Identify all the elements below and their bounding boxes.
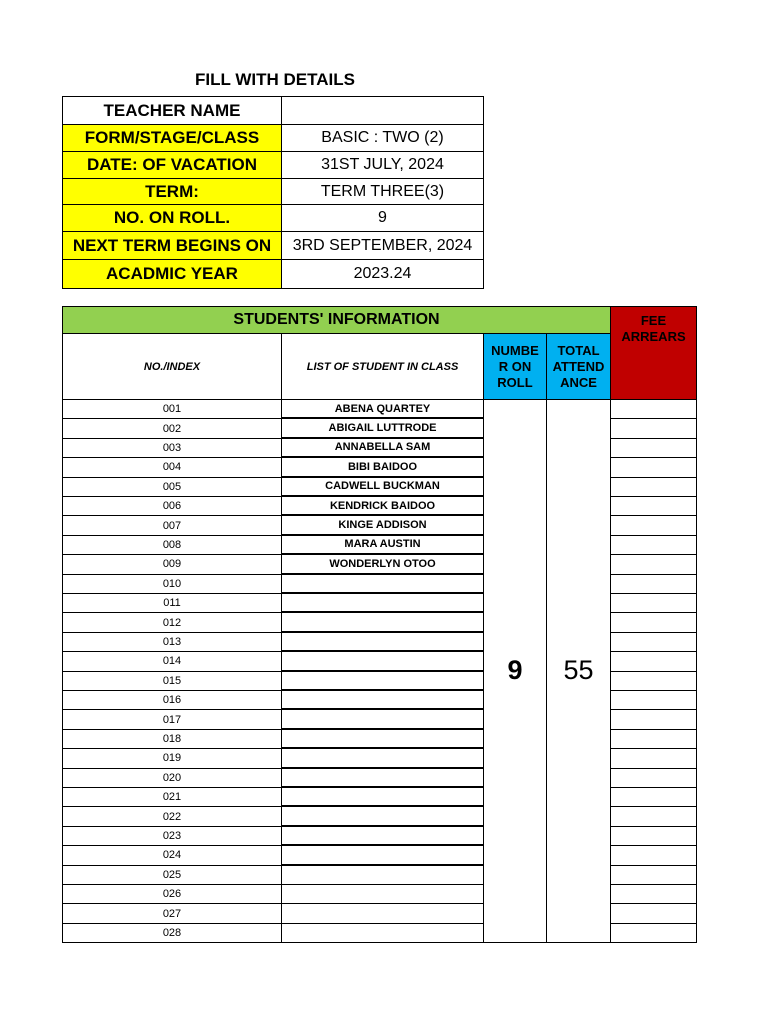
student-index: 004 [62, 457, 282, 477]
student-index: 005 [62, 477, 282, 497]
student-name[interactable] [281, 845, 484, 865]
fee-arrears-cell[interactable] [610, 399, 697, 419]
detail-value[interactable]: 2023.24 [281, 259, 484, 289]
student-name[interactable]: CADWELL BUCKMAN [281, 477, 484, 497]
student-index: 021 [62, 787, 282, 807]
student-name[interactable] [281, 903, 484, 923]
number-on-roll-value: 9 [483, 399, 547, 943]
fee-arrears-cell[interactable] [610, 418, 697, 438]
student-name[interactable] [281, 787, 484, 807]
fee-arrears-cell[interactable] [610, 826, 697, 846]
student-name[interactable] [281, 593, 484, 613]
student-index: 014 [62, 651, 282, 671]
student-index: 002 [62, 418, 282, 438]
student-name[interactable] [281, 690, 484, 710]
index-column-header: NO./INDEX [62, 333, 282, 400]
detail-value[interactable]: TERM THREE(3) [281, 178, 484, 205]
student-index: 020 [62, 768, 282, 788]
student-name[interactable] [281, 612, 484, 632]
fee-arrears-cell[interactable] [610, 787, 697, 807]
student-name[interactable] [281, 826, 484, 846]
student-index: 008 [62, 535, 282, 555]
fee-arrears-cell[interactable] [610, 574, 697, 594]
fee-arrears-cell[interactable] [610, 903, 697, 923]
fee-arrears-cell[interactable] [610, 535, 697, 555]
fee-arrears-cell[interactable] [610, 768, 697, 788]
student-index: 023 [62, 826, 282, 846]
student-name[interactable] [281, 748, 484, 768]
fee-arrears-cell[interactable] [610, 612, 697, 632]
student-index: 022 [62, 806, 282, 826]
detail-value[interactable]: BASIC : TWO (2) [281, 124, 484, 152]
student-index: 009 [62, 554, 282, 574]
fee-arrears-cell[interactable] [610, 690, 697, 710]
total-attendance-value: 55 [546, 399, 611, 943]
student-name[interactable] [281, 865, 484, 885]
student-index: 001 [62, 399, 282, 419]
detail-label: TERM: [62, 178, 282, 205]
student-name[interactable] [281, 806, 484, 826]
student-index: 025 [62, 865, 282, 885]
student-name[interactable]: MARA AUSTIN [281, 535, 484, 555]
fee-arrears-cell[interactable] [610, 709, 697, 729]
fee-arrears-cell[interactable] [610, 923, 697, 943]
student-name[interactable] [281, 651, 484, 671]
student-name[interactable]: KENDRICK BAIDOO [281, 496, 484, 516]
student-name[interactable]: ABENA QUARTEY [281, 399, 484, 419]
fee-arrears-cell[interactable] [610, 477, 697, 497]
detail-label: TEACHER NAME [62, 96, 282, 125]
student-index: 028 [62, 923, 282, 943]
detail-label: NEXT TERM BEGINS ON [62, 231, 282, 260]
student-list-column-header: LIST OF STUDENT IN CLASS [281, 333, 484, 400]
student-index: 015 [62, 671, 282, 691]
detail-label: NO. ON ROLL. [62, 204, 282, 232]
student-name[interactable]: BIBI BAIDOO [281, 457, 484, 477]
fee-arrears-cell[interactable] [610, 865, 697, 885]
number-on-roll-header: NUMBE R ON ROLL [483, 333, 547, 400]
fee-arrears-cell[interactable] [610, 593, 697, 613]
total-attendance-header: TOTAL ATTEND ANCE [546, 333, 611, 400]
detail-label: DATE: OF VACATION [62, 151, 282, 179]
student-name[interactable]: ABIGAIL LUTTRODE [281, 418, 484, 438]
page-title: FILL WITH DETAILS [195, 70, 355, 89]
student-index: 007 [62, 515, 282, 535]
student-name[interactable] [281, 768, 484, 788]
student-name[interactable]: KINGE ADDISON [281, 515, 484, 535]
students-info-header: STUDENTS' INFORMATION [62, 306, 611, 334]
student-name[interactable] [281, 729, 484, 749]
student-index: 011 [62, 593, 282, 613]
fee-arrears-cell[interactable] [610, 806, 697, 826]
student-name[interactable] [281, 632, 484, 652]
fee-arrears-cell[interactable] [610, 632, 697, 652]
student-index: 010 [62, 574, 282, 594]
student-index: 012 [62, 612, 282, 632]
fee-arrears-cell[interactable] [610, 845, 697, 865]
detail-label: ACADMIC YEAR [62, 259, 282, 289]
student-name[interactable] [281, 709, 484, 729]
detail-value[interactable]: 3RD SEPTEMBER, 2024 [281, 231, 484, 260]
fee-arrears-cell[interactable] [610, 457, 697, 477]
student-name[interactable] [281, 574, 484, 594]
student-name[interactable]: ANNABELLA SAM [281, 438, 484, 458]
student-name[interactable] [281, 884, 484, 904]
student-index: 018 [62, 729, 282, 749]
student-name[interactable] [281, 923, 484, 943]
student-index: 006 [62, 496, 282, 516]
student-name[interactable] [281, 671, 484, 691]
student-index: 027 [62, 903, 282, 923]
student-index: 019 [62, 748, 282, 768]
student-index: 003 [62, 438, 282, 458]
fee-arrears-cell[interactable] [610, 438, 697, 458]
fee-arrears-cell[interactable] [610, 651, 697, 671]
student-index: 016 [62, 690, 282, 710]
fee-arrears-cell[interactable] [610, 554, 697, 574]
detail-value[interactable]: 9 [281, 204, 484, 232]
fee-arrears-cell[interactable] [610, 884, 697, 904]
student-index: 017 [62, 709, 282, 729]
fee-arrears-cell[interactable] [610, 729, 697, 749]
student-index: 013 [62, 632, 282, 652]
fee-arrears-cell[interactable] [610, 515, 697, 535]
fee-arrears-header: FEE ARREARS [610, 306, 697, 400]
student-name[interactable]: WONDERLYN OTOO [281, 554, 484, 574]
fee-arrears-cell[interactable] [610, 748, 697, 768]
fee-arrears-cell[interactable] [610, 496, 697, 516]
student-index: 024 [62, 845, 282, 865]
detail-value[interactable]: 31ST JULY, 2024 [281, 151, 484, 179]
fee-arrears-cell[interactable] [610, 671, 697, 691]
detail-label: FORM/STAGE/CLASS [62, 124, 282, 152]
student-index: 026 [62, 884, 282, 904]
